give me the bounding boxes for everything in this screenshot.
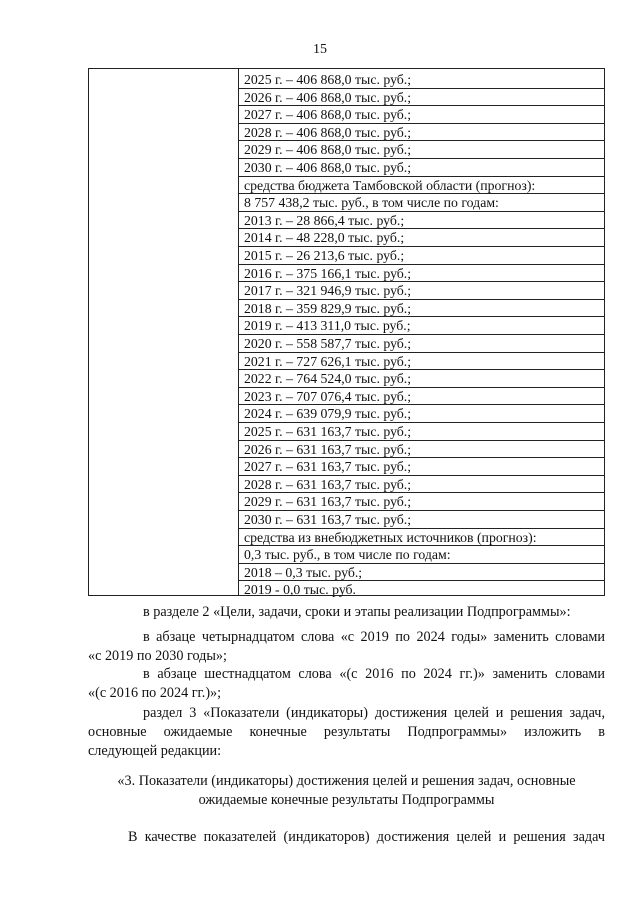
section3-heading-line1: «3. Показатели (индикаторы) достижения целей и решения задач, основные	[117, 773, 576, 789]
paragraph-abzac16-line1: в абзаце шестнадцатом слова «(с 2016 по 2024 гг.)» заменить словами	[143, 666, 605, 682]
table-line: 2017 г. – 321 946,9 тыс. руб.;	[244, 283, 412, 299]
table-line: 2016 г. – 375 166,1 тыс. руб.;	[244, 265, 412, 281]
table-line: 2019 г. – 413 311,0 тыс. руб.;	[244, 318, 411, 334]
table-line: 2030 г. – 631 163,7 тыс. руб.;	[244, 512, 412, 527]
paragraph-section3-line2: основные ожидаемые конечные результаты Подпрограммы» изложить в	[88, 724, 605, 740]
table-line: 2030 г. – 406 868,0 тыс. руб.;	[244, 160, 412, 175]
section3-heading-line2: ожидаемые конечные результаты Подпрограммы	[198, 792, 495, 808]
table-line: 0,3 тыс. руб., в том числе по годам:	[244, 547, 451, 563]
financing-table	[88, 68, 605, 596]
table-line: 2025 г. – 406 868,0 тыс. руб.;	[244, 72, 412, 87]
table-line: 2024 г. – 639 079,9 тыс. руб.;	[244, 406, 412, 422]
paragraph-section3-line1: раздел 3 «Показатели (индикаторы) достижения целей и решения задач,	[143, 705, 605, 721]
table-line: 2026 г. – 631 163,7 тыс. руб.;	[244, 441, 412, 457]
table-line: 2022 г. – 764 524,0 тыс. руб.;	[244, 371, 412, 387]
table-line: 2028 г. – 406 868,0 тыс. руб.;	[244, 124, 412, 140]
page-number: 15	[313, 42, 327, 57]
paragraph-section2: в разделе 2 «Цели, задачи, сроки и этапы реализации Подпрограммы»:	[143, 604, 571, 620]
table-line: 2027 г. – 406 868,0 тыс. руб.;	[244, 107, 412, 123]
table-line: 2028 г. – 631 163,7 тыс. руб.;	[244, 476, 412, 492]
table-line: 2029 г. – 631 163,7 тыс. руб.;	[244, 494, 412, 510]
table-line: 2018 г. – 359 829,9 тыс. руб.;	[244, 300, 412, 316]
financing-values-cell	[239, 69, 604, 598]
table-line: 2013 г. – 28 866,4 тыс. руб.;	[244, 212, 405, 228]
table-line: 2019 - 0,0 тыс. руб.	[244, 582, 357, 598]
paragraph-abzac14-line1: в абзаце четырнадцатом слова «с 2019 по 2024 годы» заменить словами	[143, 629, 605, 645]
paragraph-abzac14-line2: «с 2019 по 2030 годы»;	[88, 648, 227, 664]
table-line: средства из внебюджетных источников (прогноз):	[244, 529, 537, 545]
table-line: 2020 г. – 558 587,7 тыс. руб.;	[244, 336, 412, 351]
table-line: 2026 г. – 406 868,0 тыс. руб.;	[244, 89, 412, 105]
paragraph-section3-line3: следующей редакции:	[88, 743, 222, 759]
table-line: 2015 г. – 26 213,6 тыс. руб.;	[244, 248, 405, 263]
table-line: 2021 г. – 727 626,1 тыс. руб.;	[244, 353, 412, 369]
paragraph-abzac16-line2: «(с 2016 по 2024 гг.)»;	[88, 685, 222, 701]
table-line: 2027 г. – 631 163,7 тыс. руб.;	[244, 459, 412, 475]
table-line: 2023 г. – 707 076,4 тыс. руб.;	[244, 388, 412, 404]
table-line: 2018 – 0,3 тыс. руб.;	[244, 564, 363, 580]
table-line: средства бюджета Тамбовской области (прогноз):	[244, 177, 536, 193]
table-line: 2029 г. – 406 868,0 тыс. руб.;	[244, 142, 412, 158]
table-line: 8 757 438,2 тыс. руб., в том числе по годам:	[244, 195, 499, 211]
table-line: 2014 г. – 48 228,0 тыс. руб.;	[244, 230, 405, 246]
paragraph-indicators: В качестве показателей (индикаторов) достижения целей и решения задач	[128, 829, 605, 845]
table-line: 2025 г. – 631 163,7 тыс. руб.;	[244, 424, 412, 439]
